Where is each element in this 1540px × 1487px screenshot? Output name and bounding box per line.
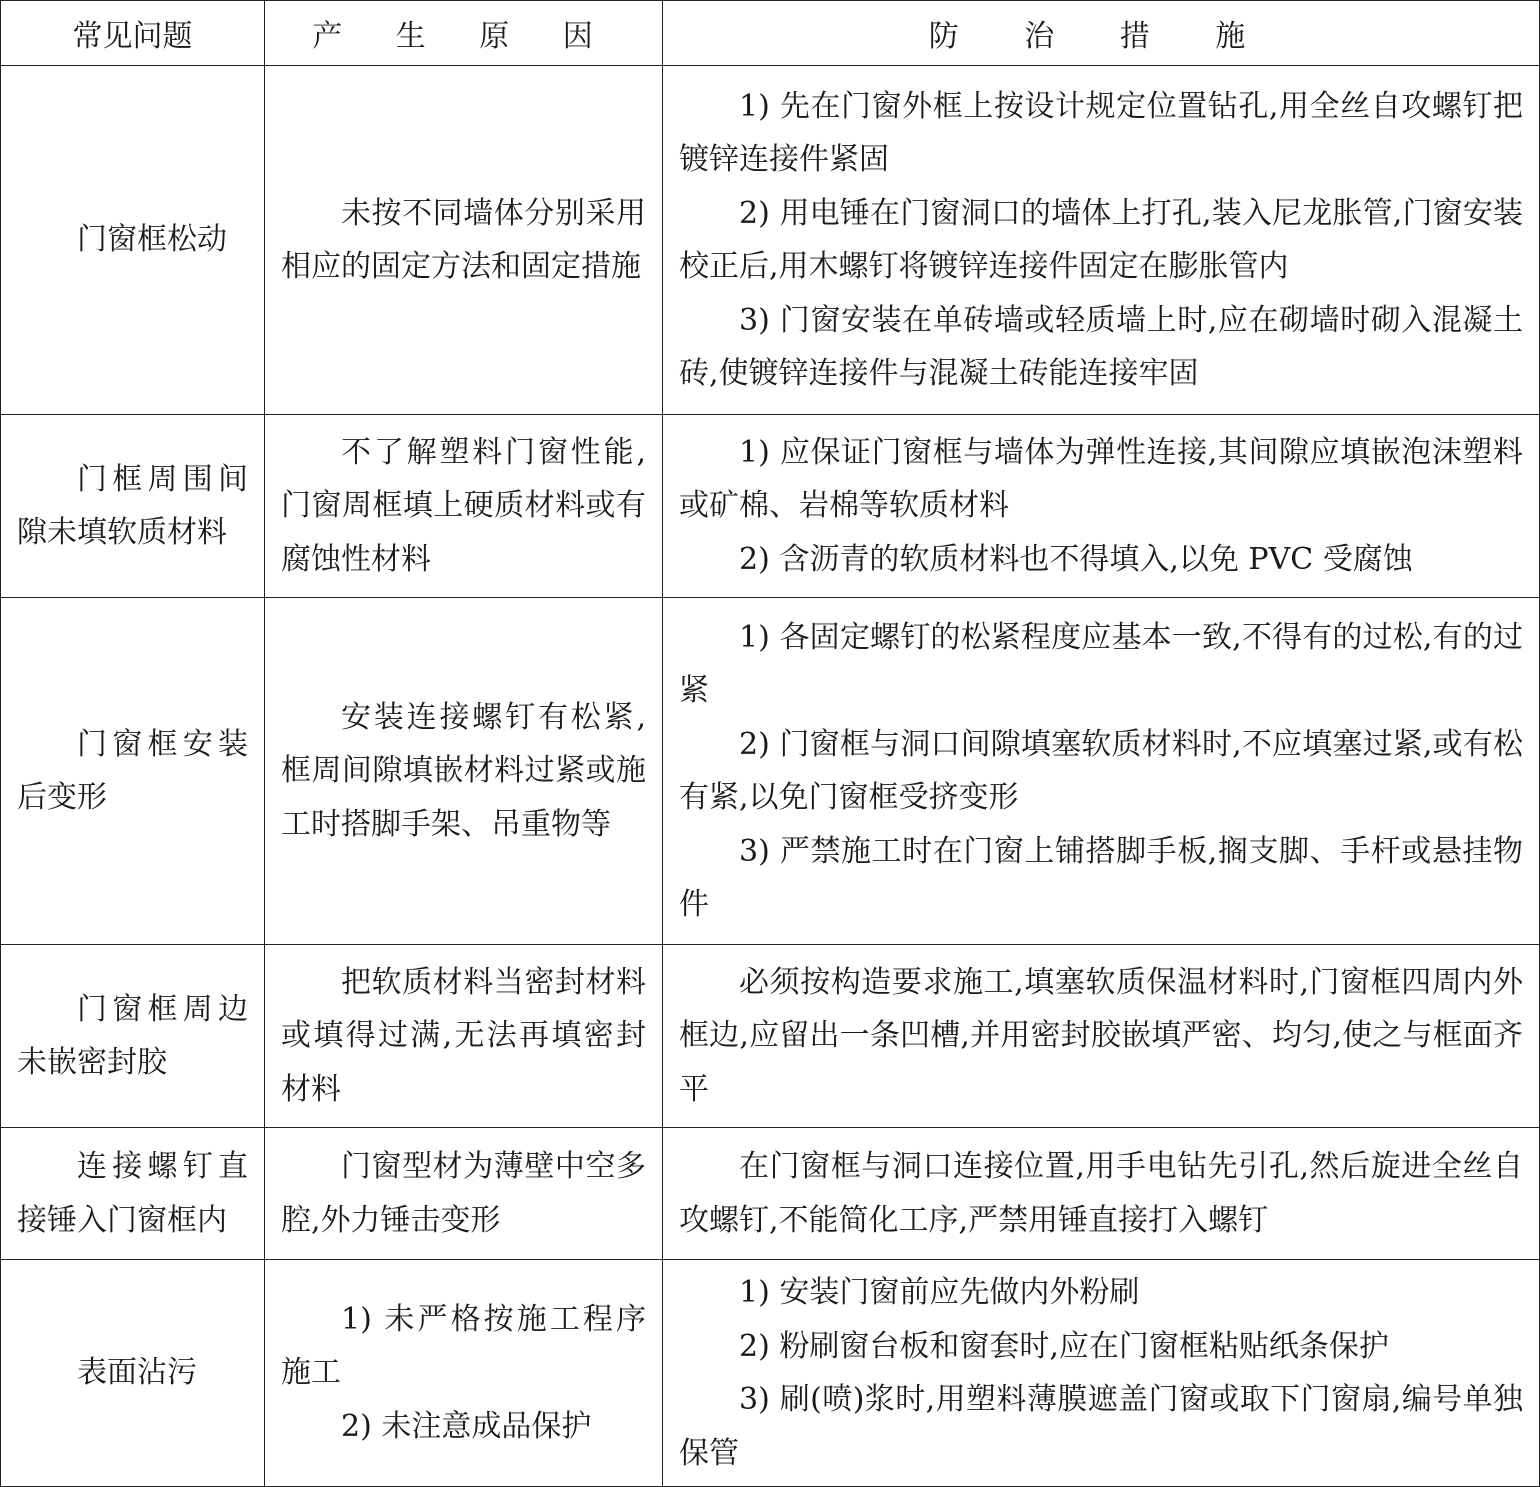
measure-text: 1) 安装门窗前应先做内外粉刷	[739, 1275, 1140, 1310]
problem-cell	[1, 1260, 265, 1487]
cause-cell	[265, 66, 663, 415]
problem-cell	[1, 66, 265, 415]
table-row	[1, 1260, 1540, 1487]
measure-text: 1) 先在门窗外框上按设计规定位置钻孔,用全丝自攻螺钉把镀锌连接件紧固	[679, 88, 1523, 177]
cause-text: 未按不同墙体分别采用相应的固定方法和固定措施	[281, 195, 646, 284]
problem-text: 门窗框周边未嵌密封胶	[17, 991, 248, 1080]
cause-cell	[265, 945, 663, 1128]
table-row	[1, 598, 1540, 945]
measure-text: 1) 各固定螺钉的松紧程度应基本一致,不得有的过松,有的过紧	[679, 619, 1523, 708]
measure-text: 在门窗框与洞口连接位置,用手电钻先引孔,然后旋进全丝自攻螺钉,不能简化工序,严禁用锤直接打入螺钉	[679, 1149, 1523, 1238]
table-row	[1, 945, 1540, 1128]
header-measures: 防 治 措 施	[663, 1, 1540, 66]
cause-cell	[265, 415, 663, 598]
problem-cell	[1, 598, 265, 945]
problem-text: 门框周围间隙未填软质材料	[17, 461, 248, 550]
cause-cell	[265, 598, 663, 945]
problem-cell	[1, 945, 265, 1128]
measures-cell	[663, 1128, 1540, 1260]
cause-text: 1) 未严格按施工程序施工	[281, 1301, 646, 1391]
problem-text: 门窗框安装后变形	[17, 726, 248, 815]
measures-cell	[663, 945, 1540, 1128]
measure-text: 1) 应保证门窗框与墙体为弹性连接,其间隙应填嵌泡沫塑料或矿棉、岩棉等软质材料	[679, 434, 1523, 524]
table-row	[1, 415, 1540, 598]
measures-cell	[663, 415, 1540, 598]
problem-text: 门窗框松动	[77, 222, 227, 258]
header-row	[1, 1, 1540, 66]
cause-text: 2) 未注意成品保护	[341, 1408, 592, 1444]
cause-text: 安装连接螺钉有松紧,框周间隙填嵌材料过紧或施工时搭脚手架、吊重物等	[281, 699, 646, 842]
table-row	[1, 1128, 1540, 1260]
problem-cell	[1, 415, 265, 598]
problem-cell	[1, 1128, 265, 1260]
header-cause: 产 生 原 因	[265, 1, 663, 66]
measure-text: 3) 刷(喷)浆时,用塑料薄膜遮盖门窗或取下门窗扇,编号单独保管	[679, 1382, 1523, 1471]
measure-text: 2) 粉刷窗台板和窗套时,应在门窗框粘贴纸条保护	[739, 1328, 1389, 1364]
measures-cell	[663, 1260, 1540, 1487]
cause-text: 门窗型材为薄壁中空多腔,外力锤击变形	[281, 1149, 646, 1238]
measures-cell	[663, 598, 1540, 945]
measure-text: 3) 门窗安装在单砖墙或轻质墙上时,应在砌墙时砌入混凝土砖,使镀锌连接件与混凝土砖能连接牢固	[679, 302, 1523, 391]
cause-cell	[265, 1128, 663, 1260]
cause-text: 不了解塑料门窗性能,门窗周框填上硬质材料或有腐蚀性材料	[281, 434, 646, 577]
measure-text: 2) 含沥青的软质材料也不得填入,以免 PVC 受腐蚀	[739, 541, 1413, 577]
cause-cell	[265, 1260, 663, 1487]
problem-text: 连接螺钉直接锤入门窗框内	[17, 1149, 248, 1238]
measure-text: 必须按构造要求施工,填塞软质保温材料时,门窗框四周内外框边,应留出一条凹槽,并用密封胶嵌填严密、均匀,使之与框面齐平	[679, 964, 1523, 1107]
measures-cell	[663, 66, 1540, 415]
cause-text: 把软质材料当密封材料或填得过满,无法再填密封材料	[281, 964, 646, 1107]
measure-text: 2) 用电锤在门窗洞口的墙体上打孔,装入尼龙胀管,门窗安装校正后,用木螺钉将镀锌连接件固定在膨胀管内	[679, 195, 1523, 284]
problem-text: 表面沾污	[77, 1355, 197, 1391]
table-row	[1, 66, 1540, 415]
header-problem: 常见问题	[1, 1, 265, 66]
measure-text: 2) 门窗框与洞口间隙填塞软质材料时,不应填塞过紧,或有松有紧,以免门窗框受挤变形	[679, 726, 1523, 815]
measure-text: 3) 严禁施工时在门窗上铺搭脚手板,搁支脚、手杆或悬挂物件	[679, 833, 1523, 922]
